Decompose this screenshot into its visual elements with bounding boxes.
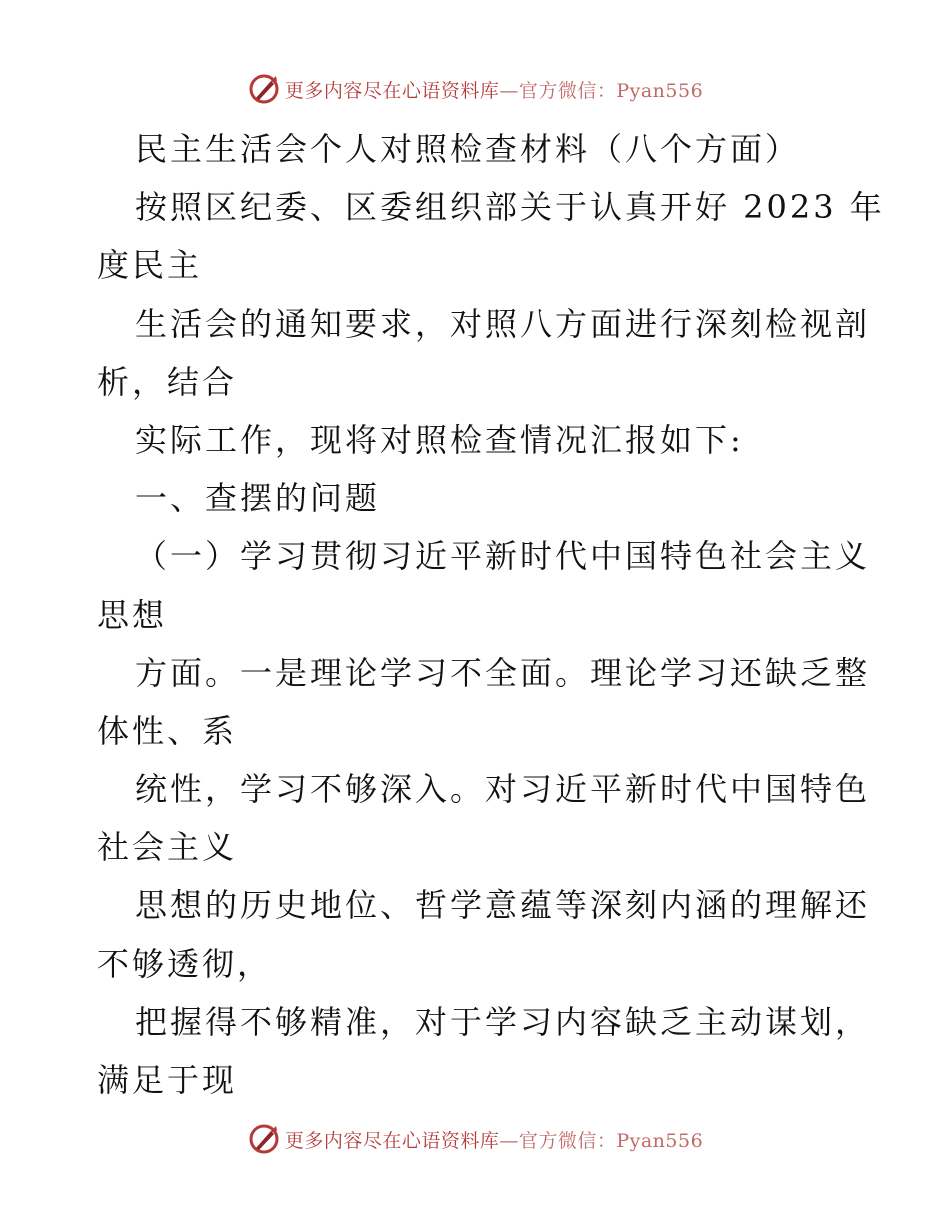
text-line: 民主生活会个人对照检查材料（八个方面） bbox=[135, 130, 801, 168]
text-line: （一）学习贯彻习近平新时代中国特色社会主义 bbox=[135, 537, 871, 576]
text-line: 把握得不够精准，对于学习内容缺乏主动谋划， bbox=[135, 1002, 871, 1041]
text-line: 按照区纪委、区委组织部关于认真开好 2023 年 bbox=[135, 188, 885, 227]
text-line: 社会主义 bbox=[97, 828, 238, 867]
text-line: 满足于现 bbox=[97, 1061, 238, 1099]
body-text bbox=[97, 120, 885, 1109]
text-line: 思想的历史地位、哲学意蕴等深刻内涵的理解还 bbox=[135, 886, 871, 925]
watermark-weixin: —官方微信：Pyan556 bbox=[499, 79, 704, 102]
footer-watermark bbox=[0, 1121, 950, 1157]
text-line: 统性，学习不够深入。对习近平新时代中国特色 bbox=[135, 770, 871, 809]
text-line: 方面。一是理论学习不全面。理论学习还缺乏整 bbox=[135, 653, 871, 692]
text-line: 析，结合 bbox=[97, 362, 238, 401]
header-watermark bbox=[0, 71, 950, 107]
watermark-weixin: —官方微信：Pyan556 bbox=[499, 1129, 704, 1152]
watermark-brand: 更多内容尽在心语资料库 bbox=[284, 1129, 500, 1152]
quill-logo-icon bbox=[247, 1122, 281, 1156]
text-line: 生活会的通知要求，对照八方面进行深刻检视剖 bbox=[135, 304, 871, 343]
text-line: 思想 bbox=[97, 595, 168, 634]
quill-logo-icon bbox=[247, 72, 281, 106]
text-line: 不够透彻， bbox=[97, 944, 273, 983]
text-line: 体性、系 bbox=[97, 711, 238, 750]
text-line: 度民主 bbox=[97, 246, 203, 285]
text-line: 实际工作，现将对照检查情况汇报如下: bbox=[135, 420, 744, 459]
watermark-brand: 更多内容尽在心语资料库 bbox=[284, 79, 500, 102]
text-line: 一、查摆的问题 bbox=[135, 479, 381, 518]
